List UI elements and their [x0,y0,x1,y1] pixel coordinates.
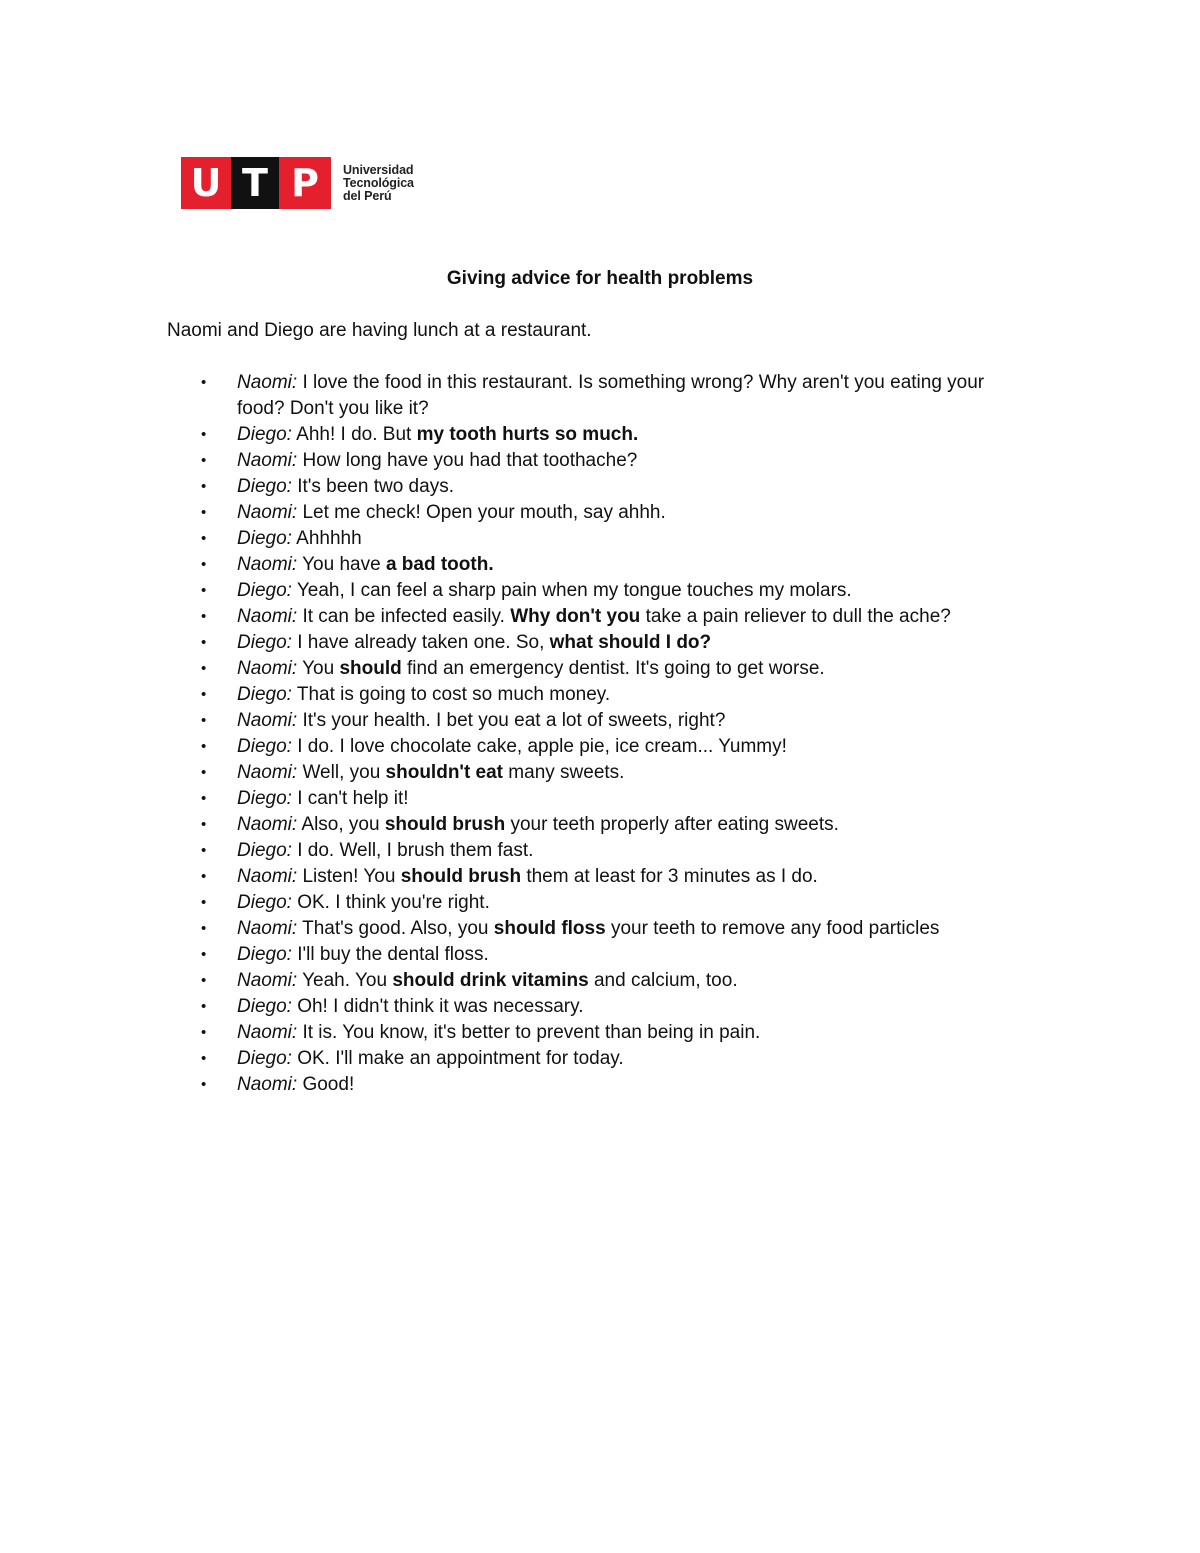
line-text: I have already taken one. So, [291,632,550,653]
bullet-icon: • [201,504,207,521]
line-text: them at least for 3 minutes as I do. [521,866,818,887]
bullet-icon: • [201,946,207,963]
dialogue-line [200,708,1000,734]
speaker-name: Diego: [237,632,292,653]
speaker-name: Naomi: [237,554,298,575]
logo-letter-t: T [231,157,279,209]
bullet-icon: • [201,712,207,729]
dialogue-line [200,786,1000,812]
dialogue-line [200,604,1000,630]
speaker-name: Diego: [237,996,292,1017]
line-text: Listen! You [297,866,401,887]
speaker-name: Diego: [237,944,292,965]
bullet-icon: • [201,556,207,573]
bullet-icon: • [201,816,207,833]
advice-phrase: what should I do? [549,632,712,653]
logo-wordmark-line: del Perú [343,188,392,203]
dialogue-line [200,422,1000,448]
line-text: It can be infected easily. [297,606,511,627]
speaker-name: Naomi: [237,762,298,783]
line-text: It is. You know, it's better to prevent than being in pain. [297,1022,761,1043]
logo-letter-p: P [279,157,331,209]
advice-phrase: Why don't you [510,606,641,627]
bullet-icon: • [201,478,207,495]
logo-wordmark-line: Universidad [343,162,414,177]
bullet-icon: • [201,868,207,885]
speaker-name: Diego: [237,788,292,809]
line-text: You [297,658,340,679]
document-title: Giving advice for health problems [446,268,754,289]
line-text: OK. I'll make an appointment for today. [291,1048,624,1069]
line-text: You have [297,554,386,575]
dialogue-line [200,370,1000,422]
dialogue-line [200,448,1000,474]
speaker-name: Diego: [237,736,292,757]
speaker-name: Naomi: [237,1022,298,1043]
speaker-name: Naomi: [237,1074,298,1095]
bullet-icon: • [201,738,207,755]
utp-logo [181,157,414,209]
speaker-name: Diego: [237,580,292,601]
bullet-icon: • [201,764,207,781]
dialogue-line [200,734,1000,760]
logo-wordmark [343,164,414,203]
line-text: Yeah, I can feel a sharp pain when my tongue touches my molars. [291,580,852,601]
speaker-name: Diego: [237,1048,292,1069]
line-text: Oh! I didn't think it was necessary. [291,996,584,1017]
speaker-name: Naomi: [237,866,298,887]
bullet-icon: • [201,374,207,391]
bullet-icon: • [201,582,207,599]
speaker-name: Naomi: [237,918,298,939]
speaker-name: Diego: [237,476,292,497]
dialogue-line [200,994,1000,1020]
advice-phrase: should brush [400,866,522,887]
bullet-icon: • [201,998,207,1015]
line-text: Ahhhhh [291,528,362,549]
speaker-name: Diego: [237,892,292,913]
line-text: Let me check! Open your mouth, say ahhh. [297,502,666,523]
speaker-name: Naomi: [237,814,298,835]
line-text: Yeah. You [297,970,393,991]
bullet-icon: • [201,530,207,547]
dialogue-line [200,890,1000,916]
advice-phrase: my tooth hurts so much. [416,424,639,445]
speaker-name: Diego: [237,840,292,861]
intro-paragraph: Naomi and Diego are having lunch at a restaurant. [167,320,592,341]
speaker-name: Naomi: [237,450,298,471]
bullet-icon: • [201,634,207,651]
advice-phrase: shouldn't eat [385,762,504,783]
line-text: your teeth to remove any food particles [605,918,940,939]
logo-letter-u: U [181,157,231,209]
dialogue-line [200,682,1000,708]
line-text: It's your health. I bet you eat a lot of sweets, right? [297,710,726,731]
line-text: I love the food in this restaurant. Is something wrong? Why aren't you eating your food? Don't you like it? [237,372,985,419]
line-text: I do. I love chocolate cake, apple pie, ice cream... Yummy! [291,736,787,757]
speaker-name: Diego: [237,424,292,445]
advice-phrase: should [339,658,402,679]
speaker-name: Naomi: [237,372,298,393]
bullet-icon: • [201,426,207,443]
dialogue-line [200,1072,1000,1098]
dialogue-line [200,500,1000,526]
line-text: I'll buy the dental floss. [291,944,489,965]
speaker-name: Naomi: [237,502,298,523]
bullet-icon: • [201,972,207,989]
bullet-icon: • [201,660,207,677]
dialogue-line [200,474,1000,500]
bullet-icon: • [201,842,207,859]
bullet-icon: • [201,1076,207,1093]
dialogue-line [200,526,1000,552]
speaker-name: Naomi: [237,970,298,991]
bullet-icon: • [201,1050,207,1067]
line-text: How long have you had that toothache? [297,450,638,471]
dialogue-line [200,942,1000,968]
dialogue-line [200,916,1000,942]
dialogue-line [200,552,1000,578]
line-text: That's good. Also, you [297,918,494,939]
dialogue-line [200,656,1000,682]
speaker-name: Naomi: [237,658,298,679]
line-text: I do. Well, I brush them fast. [291,840,534,861]
line-text: your teeth properly after eating sweets. [505,814,839,835]
dialogue-line [200,812,1000,838]
bullet-icon: • [201,894,207,911]
dialogue-line [200,838,1000,864]
advice-phrase: should drink vitamins [392,970,589,991]
advice-phrase: should brush [384,814,506,835]
bullet-icon: • [201,452,207,469]
line-text: Ahh! I do. But [291,424,417,445]
advice-phrase: a bad tooth. [385,554,494,575]
line-text: many sweets. [503,762,625,783]
bullet-icon: • [201,1024,207,1041]
dialogue-line [200,578,1000,604]
bullet-icon: • [201,920,207,937]
line-text: Well, you [297,762,386,783]
logo-wordmark-line: Tecnológica [343,175,414,190]
line-text: OK. I think you're right. [291,892,490,913]
line-text: It's been two days. [291,476,454,497]
line-text: Good! [297,1074,355,1095]
dialogue-line [200,1046,1000,1072]
line-text: I can't help it! [291,788,409,809]
dialogue-line [200,968,1000,994]
line-text: Also, you [297,814,385,835]
dialogue-list [200,370,1000,1098]
line-text: take a pain reliever to dull the ache? [640,606,951,627]
line-text: That is going to cost so much money. [291,684,611,705]
speaker-name: Diego: [237,528,292,549]
bullet-icon: • [201,608,207,625]
speaker-name: Naomi: [237,710,298,731]
bullet-icon: • [201,686,207,703]
speaker-name: Diego: [237,684,292,705]
dialogue-line [200,630,1000,656]
speaker-name: Naomi: [237,606,298,627]
dialogue-line [200,760,1000,786]
advice-phrase: should floss [493,918,606,939]
line-text: find an emergency dentist. It's going to get worse. [401,658,825,679]
dialogue-line [200,864,1000,890]
bullet-icon: • [201,790,207,807]
line-text: and calcium, too. [588,970,738,991]
dialogue-line [200,1020,1000,1046]
